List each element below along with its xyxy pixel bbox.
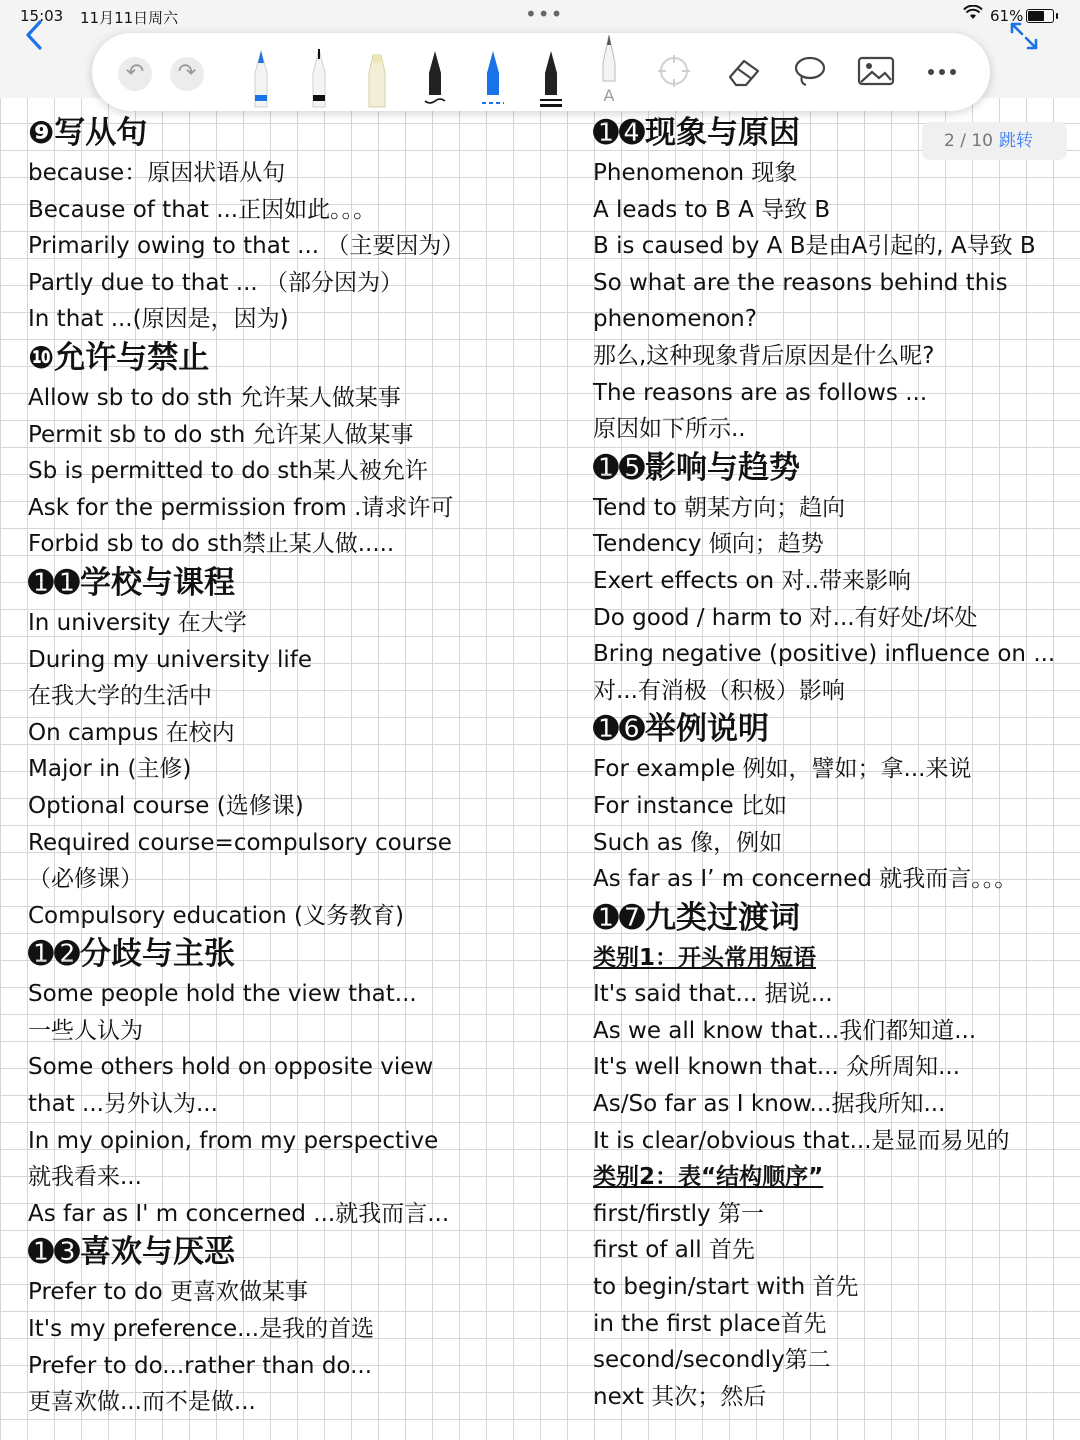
lasso-icon[interactable]: [790, 53, 830, 89]
note-line: Ask for the permission from .请求许可: [28, 494, 454, 521]
laser-pointer-icon[interactable]: [654, 53, 694, 89]
notes-right-column: [593, 113, 1080, 1415]
notes-left-column: [28, 113, 568, 1421]
note-line: 那么,这种现象背后原因是什么呢?: [593, 342, 935, 369]
more-icon[interactable]: [922, 53, 962, 89]
note-line: In university 在大学: [28, 609, 247, 636]
undo-button[interactable]: [118, 57, 152, 91]
note-line: As far as I’ m concerned 就我而言。。。: [593, 866, 1018, 893]
section-title: ➊➍现象与原因: [593, 115, 800, 151]
note-line: Allow sb to do sth 允许某人做某事: [28, 384, 401, 411]
note-line: because：原因状语从句: [28, 160, 286, 186]
note-line: It is clear/obvious that...是显而易见的: [593, 1127, 1010, 1154]
eraser-icon[interactable]: [724, 53, 764, 89]
note-line: Compulsory education (义务教育): [28, 902, 404, 929]
note-line: As/So far as I know...据我所知...: [593, 1091, 946, 1118]
note-line: Major in (主修): [28, 756, 192, 783]
drawing-toolbar: [92, 33, 990, 111]
note-line: The reasons are as follows ...: [593, 379, 928, 406]
note-line: Phenomenon 现象: [593, 160, 798, 186]
note-line: Required course=compulsory course: [28, 829, 452, 856]
note-line: A leads to B A 导致 B: [593, 196, 831, 223]
fountain-pen-icon[interactable]: [418, 33, 452, 111]
note-line: Some others hold on opposite view: [28, 1054, 434, 1081]
redo-button[interactable]: [170, 57, 204, 91]
note-line: second/secondly第二: [593, 1347, 831, 1374]
note-line: that ...另外认为...: [28, 1091, 218, 1118]
note-line: Exert effects on 对..带来影响: [593, 567, 912, 594]
section-title: ➊➐九类过渡词: [593, 899, 800, 936]
note-line: to begin/start with 首先: [593, 1274, 859, 1301]
note-line: For example 例如，譬如；拿...来说: [593, 756, 972, 783]
note-line: As we all know that...我们都知道...: [593, 1017, 977, 1044]
wifi-icon: [963, 5, 983, 25]
note-line: Do good / harm to 对...有好处/坏处: [593, 604, 978, 631]
back-button[interactable]: [22, 18, 52, 52]
note-line: Bring negative (positive) influence on ...: [593, 641, 1056, 668]
note-line: phenomenon?: [593, 306, 757, 333]
section-title: ➊➋分歧与主张: [28, 936, 235, 973]
redo-icon: ↷: [177, 60, 197, 85]
note-line: In that ...(原因是，因为): [28, 306, 289, 333]
note-line: Some people hold the view that...: [28, 981, 417, 1008]
note-line: Such as 像，例如: [593, 829, 783, 856]
note-line: Primarily owing to that ... （主要因为）: [28, 233, 465, 260]
pencil-blue-icon[interactable]: [244, 33, 278, 111]
status-bar: [0, 0, 1080, 32]
note-line: first/firstly 第一: [593, 1200, 764, 1227]
note-line: Prefer to do...rather than do...: [28, 1352, 373, 1379]
pencil-letter: A: [603, 86, 615, 105]
pencil-tool-icon[interactable]: [592, 33, 626, 111]
note-line: Permit sb to do sth 允许某人做某事: [28, 421, 414, 448]
pen-black-icon[interactable]: [302, 33, 336, 111]
note-line: Forbid sb to do sth禁止某人做.....: [28, 531, 395, 558]
section-title: ➊➌喜欢与厌恶: [28, 1234, 235, 1271]
note-line: Partly due to that ... （部分因为）: [28, 269, 404, 296]
note-line: in the first place首先: [593, 1310, 827, 1337]
note-line: 更喜欢做...而不是做...: [28, 1389, 256, 1416]
note-line: 就我看来...: [28, 1164, 142, 1191]
note-line: Sb is permitted to do sth某人被允许: [28, 458, 428, 485]
section-title: ❾写从句: [28, 115, 148, 151]
note-line: 对...有消极（积极）影响: [593, 677, 845, 704]
undo-icon: ↶: [125, 60, 145, 85]
note-line: It's said that... 据说...: [593, 981, 833, 1008]
note-line: Because of that ...正因如此。。。: [28, 196, 377, 223]
section-title: ❿允许与禁止: [28, 339, 210, 376]
note-line: As far as I' m concerned ...就我而言...: [28, 1200, 450, 1227]
note-line: In my opinion, from my perspective: [28, 1127, 439, 1154]
pen-blue-dashed-icon[interactable]: [476, 33, 510, 111]
note-line: It's well known that... 众所周知...: [593, 1054, 961, 1081]
image-icon[interactable]: [856, 53, 896, 89]
note-line: For instance 比如: [593, 792, 787, 819]
jump-button[interactable]: 跳转: [999, 131, 1033, 151]
subsection-heading: 类别1：开头常用短语: [593, 944, 817, 971]
status-time: 15:03: [20, 7, 64, 25]
section-title: ➊➏举例说明: [593, 711, 769, 748]
subsection-heading: 类别2：表“结构顺序”: [593, 1164, 824, 1191]
note-line: 一些人认为: [28, 1017, 143, 1044]
note-line: Optional course (选修课): [28, 792, 304, 819]
note-line: Prefer to do 更喜欢做某事: [28, 1279, 308, 1306]
note-line: next 其次；然后: [593, 1383, 767, 1410]
section-title: ➊➊学校与课程: [28, 564, 235, 601]
note-line: During my university life: [28, 646, 313, 673]
note-line: first of all 首先: [593, 1237, 755, 1264]
note-line: 原因如下所示..: [593, 416, 746, 443]
note-line: Tend to 朝某方向；趋向: [593, 494, 846, 521]
note-line: It's my preference...是我的首选: [28, 1316, 375, 1343]
battery-percent: 61%: [990, 7, 1024, 25]
section-title: ➊➎影响与趋势: [593, 449, 800, 486]
note-line: （必修课）: [28, 866, 143, 893]
note-line: So what are the reasons behind this: [593, 269, 1008, 296]
note-line: On campus 在校内: [28, 719, 235, 746]
expand-button[interactable]: [1006, 18, 1046, 54]
multitasking-dots-icon[interactable]: •••: [525, 2, 564, 26]
page-number: 2 / 10: [944, 131, 993, 151]
expand-arrows-icon: [1006, 18, 1042, 54]
status-date: 11月11日周六: [80, 9, 179, 27]
note-line: Tendency 倾向；趋势: [593, 531, 824, 558]
pen-black-thick-icon[interactable]: [534, 33, 568, 111]
note-line: 在我大学的生活中: [28, 683, 212, 710]
chevron-left-icon: [22, 18, 48, 52]
note-line: B is caused by A B是由A引起的, A导致 B: [593, 233, 1036, 260]
highlighter-yellow-icon[interactable]: [360, 33, 394, 111]
